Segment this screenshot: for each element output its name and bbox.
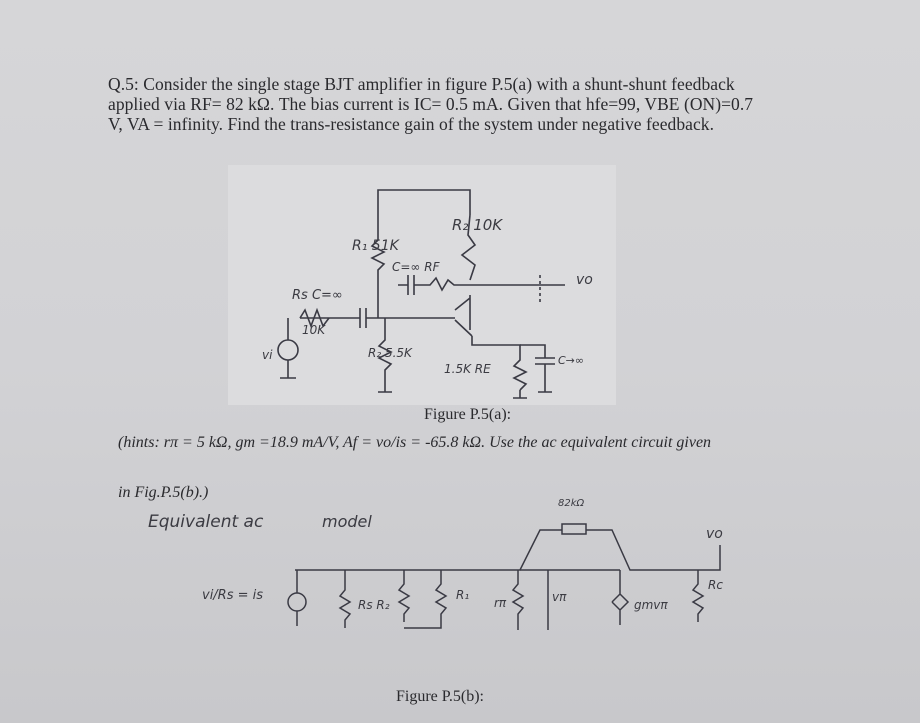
hints-line-1-text: (hints: rπ = 5 kΩ, gm =18.9 mA/V, Af = vo/is = -65.8 kΩ. Use the ac equivalent circuit given	[118, 434, 712, 451]
label-c-infinity: C→∞	[558, 354, 585, 367]
label-rc-b: Rc	[708, 578, 723, 592]
label-gm-vpi: gmvπ	[634, 598, 668, 612]
figure-b-caption: Figure P.5(b):	[396, 688, 484, 705]
label-vi-rs-is: vi/Rs = is	[202, 588, 264, 603]
label-v-pi: vπ	[552, 590, 567, 604]
label-10k-rs: 10K	[302, 323, 326, 337]
label-vo: vo	[576, 272, 593, 288]
question-line-3: V, VA = infinity. Find the trans-resistance gain of the system under negative feedback.	[108, 114, 715, 134]
handwritten-equivalent-ac: Equivalent ac	[148, 512, 264, 532]
label-re-1-5k: 1.5K RE	[444, 362, 491, 376]
hints-line-2: in Fig.P.5(b).)	[118, 484, 209, 501]
handwritten-model: model	[322, 512, 372, 531]
label-r1-51k: R₁ 51K	[352, 238, 399, 254]
label-r-pi: rπ	[494, 596, 507, 610]
label-rs-r2: Rs R₂	[358, 598, 390, 612]
question-line-2: applied via RF= 82 kΩ. The bias current is IC= 0.5 mA. Given that hfe=99, VBE (ON)=0.7	[108, 94, 754, 114]
label-c-infinity-rf: C=∞ RF	[392, 260, 440, 274]
label-r2-5-5k: R₂ 5.5K	[368, 346, 412, 360]
label-rs-c: Rs C=∞	[292, 288, 343, 303]
question-line-1: Q.5: Consider the single stage BJT amplifier in figure P.5(a) with a shunt-shunt feedback	[108, 74, 735, 94]
label-r1: R₁	[456, 588, 470, 602]
label-vi: vi	[262, 348, 273, 362]
label-rc-10k: R₂ 10K	[452, 216, 503, 234]
label-82k: 82kΩ	[558, 498, 585, 509]
label-vo-b: vo	[706, 526, 723, 542]
figure-a-caption: Figure P.5(a):	[424, 406, 512, 423]
